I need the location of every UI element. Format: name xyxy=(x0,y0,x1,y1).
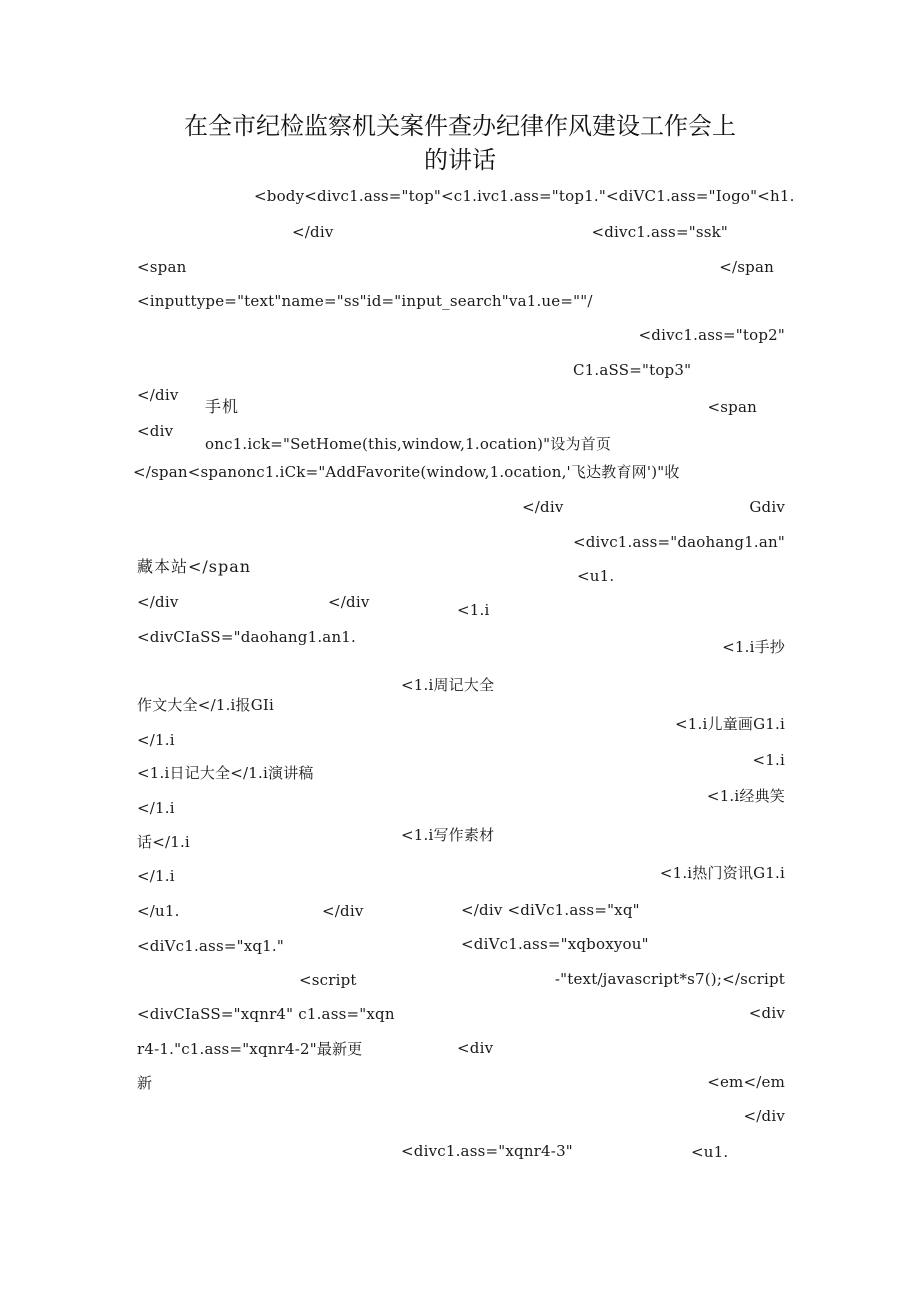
text-line: <1.i热门资讯G1.i xyxy=(659,864,785,882)
text-line: Gdiv xyxy=(749,498,785,516)
text-line: </div xyxy=(522,498,564,516)
text-line: <span xyxy=(707,398,757,416)
text-line: r4-1."c1.ass="xqnr4-2"最新更 xyxy=(137,1040,363,1058)
text-line: <inputtype="text"name="ss"id="input_search"va1.ue=""/ xyxy=(137,292,593,310)
text-line: 手机 xyxy=(205,397,240,416)
text-line: </div xyxy=(292,223,334,241)
document-title-line-2: 的讲话 xyxy=(424,146,496,174)
text-line: 话</1.i xyxy=(137,833,190,851)
text-line: <1.i日记大全</1.i演讲稿 xyxy=(137,764,314,782)
text-line: <diVc1.ass="xqboxyou" xyxy=(461,935,649,953)
text-line: <divc1.ass="top2" xyxy=(638,326,785,344)
text-line: <1.i写作素材 xyxy=(401,826,495,844)
text-line: </1.i xyxy=(137,867,175,885)
text-line: </span<spanonc1.iCk="AddFavorite(window,1.ocation,'飞达教育网')"收 xyxy=(133,463,680,481)
text-line: onc1.ick="SetHome(this,window,1.ocation)"设为首页 xyxy=(205,435,612,453)
text-line: <u1. xyxy=(691,1143,729,1161)
text-line: <div xyxy=(457,1039,494,1057)
text-line: <body<divc1.ass="top"<c1.ivc1.ass="top1."<diVC1.ass="Iogo"<h1. xyxy=(254,187,795,205)
text-line: <1.i手抄 xyxy=(722,638,785,656)
text-line: <1.i儿童画G1.i xyxy=(675,715,785,733)
text-line: </1.i xyxy=(137,799,175,817)
text-line: <divc1.ass="ssk" xyxy=(591,223,728,241)
text-line: </div xyxy=(328,593,370,611)
text-line: -"text/javascript*s7();</script xyxy=(554,970,785,988)
text-line: </div xyxy=(322,902,364,920)
text-line: <divCIaSS="daohang1.an1. xyxy=(137,628,357,646)
text-line: <script xyxy=(299,971,357,989)
text-line: <divCIaSS="xqnr4" c1.ass="xqn xyxy=(137,1005,395,1023)
text-line: <1.i周记大全 xyxy=(401,676,495,694)
text-line: <divc1.ass="xqnr4-3" xyxy=(401,1142,573,1160)
text-line: <span xyxy=(137,258,187,276)
text-line: <1.i xyxy=(457,601,490,619)
text-line: <diVc1.ass="xq1." xyxy=(137,937,284,955)
text-line: </div xyxy=(137,386,179,404)
text-line: <em</em xyxy=(707,1073,785,1091)
text-line: </u1. xyxy=(137,902,180,920)
document-title-line-1: 在全市纪检监察机关案件查办纪律作风建设工作会上 xyxy=(184,112,736,140)
text-line: <div xyxy=(748,1004,785,1022)
text-line: <u1. xyxy=(577,567,615,585)
text-line: </span xyxy=(719,258,774,276)
text-line: <1.i xyxy=(752,751,785,769)
text-line: </1.i xyxy=(137,731,175,749)
text-line: <divc1.ass="daohang1.an" xyxy=(572,533,785,551)
text-line: </div xyxy=(743,1107,785,1125)
text-line: </div <diVc1.ass="xq" xyxy=(461,901,640,919)
text-line: 作文大全</1.i报GIi xyxy=(137,696,275,714)
text-line: 新 xyxy=(137,1074,153,1092)
text-line: 藏本站</span xyxy=(137,557,252,576)
text-line: </div xyxy=(137,593,179,611)
text-line: <div xyxy=(137,422,174,440)
text-line: C1.aSS="top3" xyxy=(573,361,692,379)
text-line: <1.i经典笑 xyxy=(706,787,785,805)
